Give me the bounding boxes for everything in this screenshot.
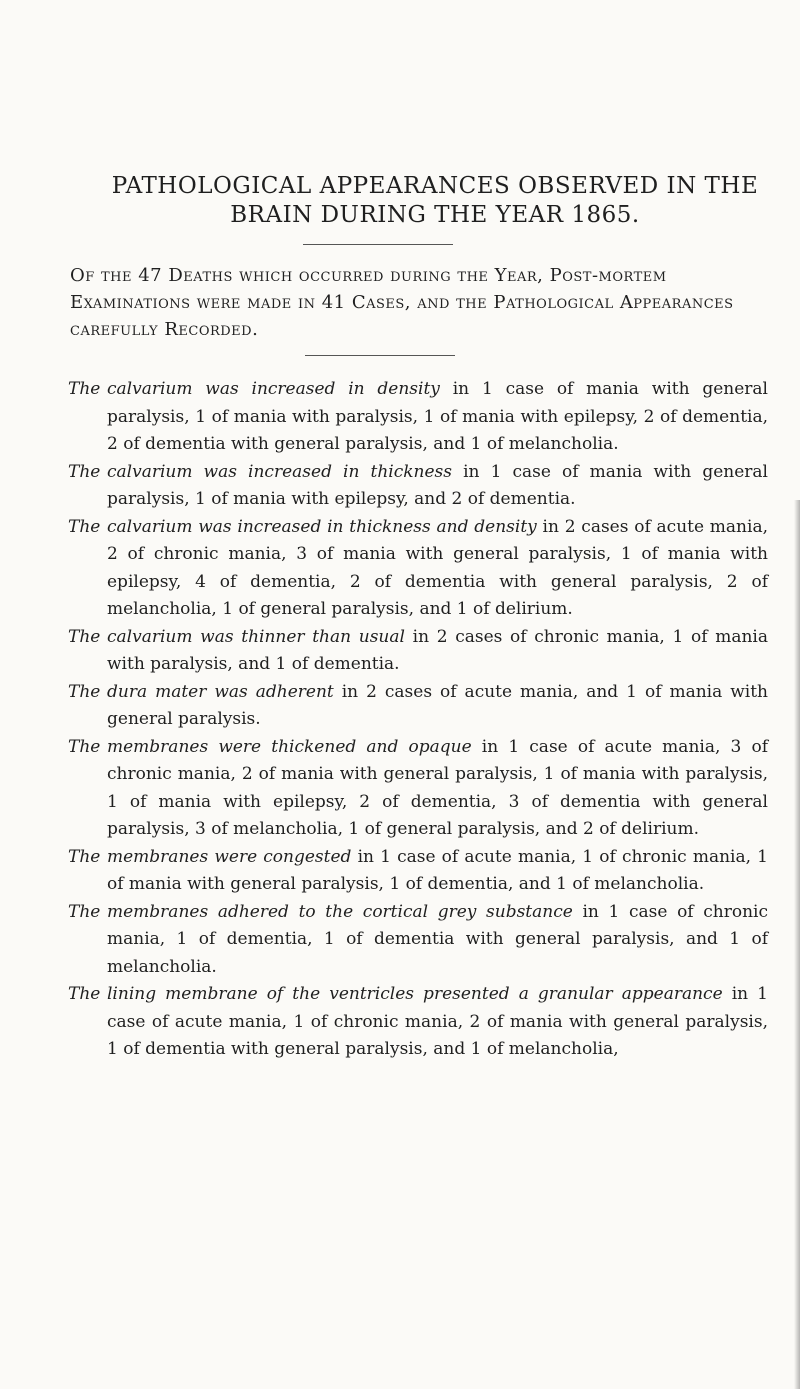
entry-text: in 1 case of mania with general paralysis, 1 of mania with paralysis, 1 of mania with epilepsy, 2 of dementia, 2 of dementia with general paralysis, and 1 of melancholia. — [107, 379, 768, 454]
section-subtitle: Of the 47 Deaths which occurred during the Year, Post-mortem Examinations were made in 41 Cases, and the Pathological Appearances carefully Recorded. — [70, 265, 734, 340]
page-title-line-2: BRAIN DURING THE YEAR 1865. — [230, 202, 640, 228]
entry-text: in 1 case of chronic mania, 1 of dementia, 1 of dementia with general paralysis, and 1 of melancholia. — [107, 901, 768, 977]
entry-lead: The — [68, 736, 101, 757]
entry-text: in 2 cases of acute mania, and 1 of mania with general paralysis. — [107, 681, 768, 729]
entry-body — [107, 679, 768, 734]
pathology-entry — [68, 679, 768, 734]
entry-body — [107, 459, 768, 514]
entry-phrase: lining membrane of the ventricles presented a granular appearance — [107, 984, 723, 1004]
entry-body — [107, 981, 768, 1064]
entry-body — [107, 624, 768, 679]
entry-phrase: calvarium was thinner than usual — [107, 626, 405, 647]
entry-lead: The — [68, 984, 101, 1004]
pathology-entry — [68, 981, 768, 1064]
pathology-entry — [68, 844, 768, 899]
entry-body — [107, 844, 768, 899]
page-title-line-1: PATHOLOGICAL APPEARANCES OBSERVED IN THE — [111, 173, 759, 199]
entry-body — [107, 514, 768, 624]
pathology-entry — [68, 899, 768, 982]
entry-phrase: calvarium was increased in density — [107, 379, 440, 399]
entry-lead: The — [68, 379, 101, 399]
entry-text: in 1 case of acute mania, 1 of chronic mania, 2 of mania with general paralysis, 1 of dementia with general paralysis, and 1 of melancholia, — [107, 984, 768, 1059]
entry-body — [107, 899, 768, 982]
entry-phrase: membranes adhered to the cortical grey substance — [107, 901, 573, 922]
pathology-entry-list — [68, 376, 768, 1064]
entry-lead: The — [68, 681, 101, 702]
entry-lead: The — [68, 516, 101, 537]
entry-body — [107, 734, 768, 844]
page-edge-shadow — [794, 500, 800, 1389]
entry-phrase: calvarium was increased in thickness — [107, 461, 453, 482]
entry-text: in 2 cases of acute mania, 2 of chronic mania, 3 of mania with general paralysis, 1 of mania with epilepsy, 4 of dementia, 2 of dementia with general paralysis, 2 of melancholia, 1 of general paralysis, and 1 of delirium. — [107, 516, 768, 619]
pathology-entry — [68, 734, 768, 844]
entry-text: in 2 cases of chronic mania, 1 of mania with paralysis, and 1 of dementia. — [107, 626, 768, 674]
pathology-entry — [68, 514, 768, 624]
entry-lead: The — [68, 461, 101, 482]
entry-text: in 1 case of acute mania, 3 of chronic mania, 2 of mania with general paralysis, 1 of mania with paralysis, 1 of mania with epilepsy, 2 of dementia, 3 of dementia with general paralysis, 3 of melancholia, 1 of general paralysis, and 2 of delirium. — [107, 736, 768, 839]
entry-lead: The — [68, 626, 101, 647]
entry-text: in 1 case of mania with general paralysis, 1 of mania with epilepsy, and 2 of dementia. — [107, 461, 768, 509]
pathology-entry — [68, 459, 768, 514]
entry-text: in 1 case of acute mania, 1 of chronic mania, 1 of mania with general paralysis, 1 of dementia, and 1 of melancholia. — [107, 846, 768, 894]
section-divider-bottom — [305, 355, 455, 356]
entry-phrase: membranes were thickened and opaque — [107, 736, 472, 757]
pathology-entry — [68, 376, 768, 459]
entry-lead: The — [68, 846, 101, 867]
section-divider-top — [303, 244, 453, 245]
entry-lead: The — [68, 901, 101, 922]
entry-phrase: dura mater was adherent — [107, 681, 334, 702]
entry-phrase: membranes were congested — [107, 846, 352, 867]
entry-phrase: calvarium was increased in thickness and density — [107, 516, 537, 537]
entry-body — [107, 376, 768, 459]
page-title — [110, 172, 760, 230]
pathology-entry — [68, 624, 768, 679]
